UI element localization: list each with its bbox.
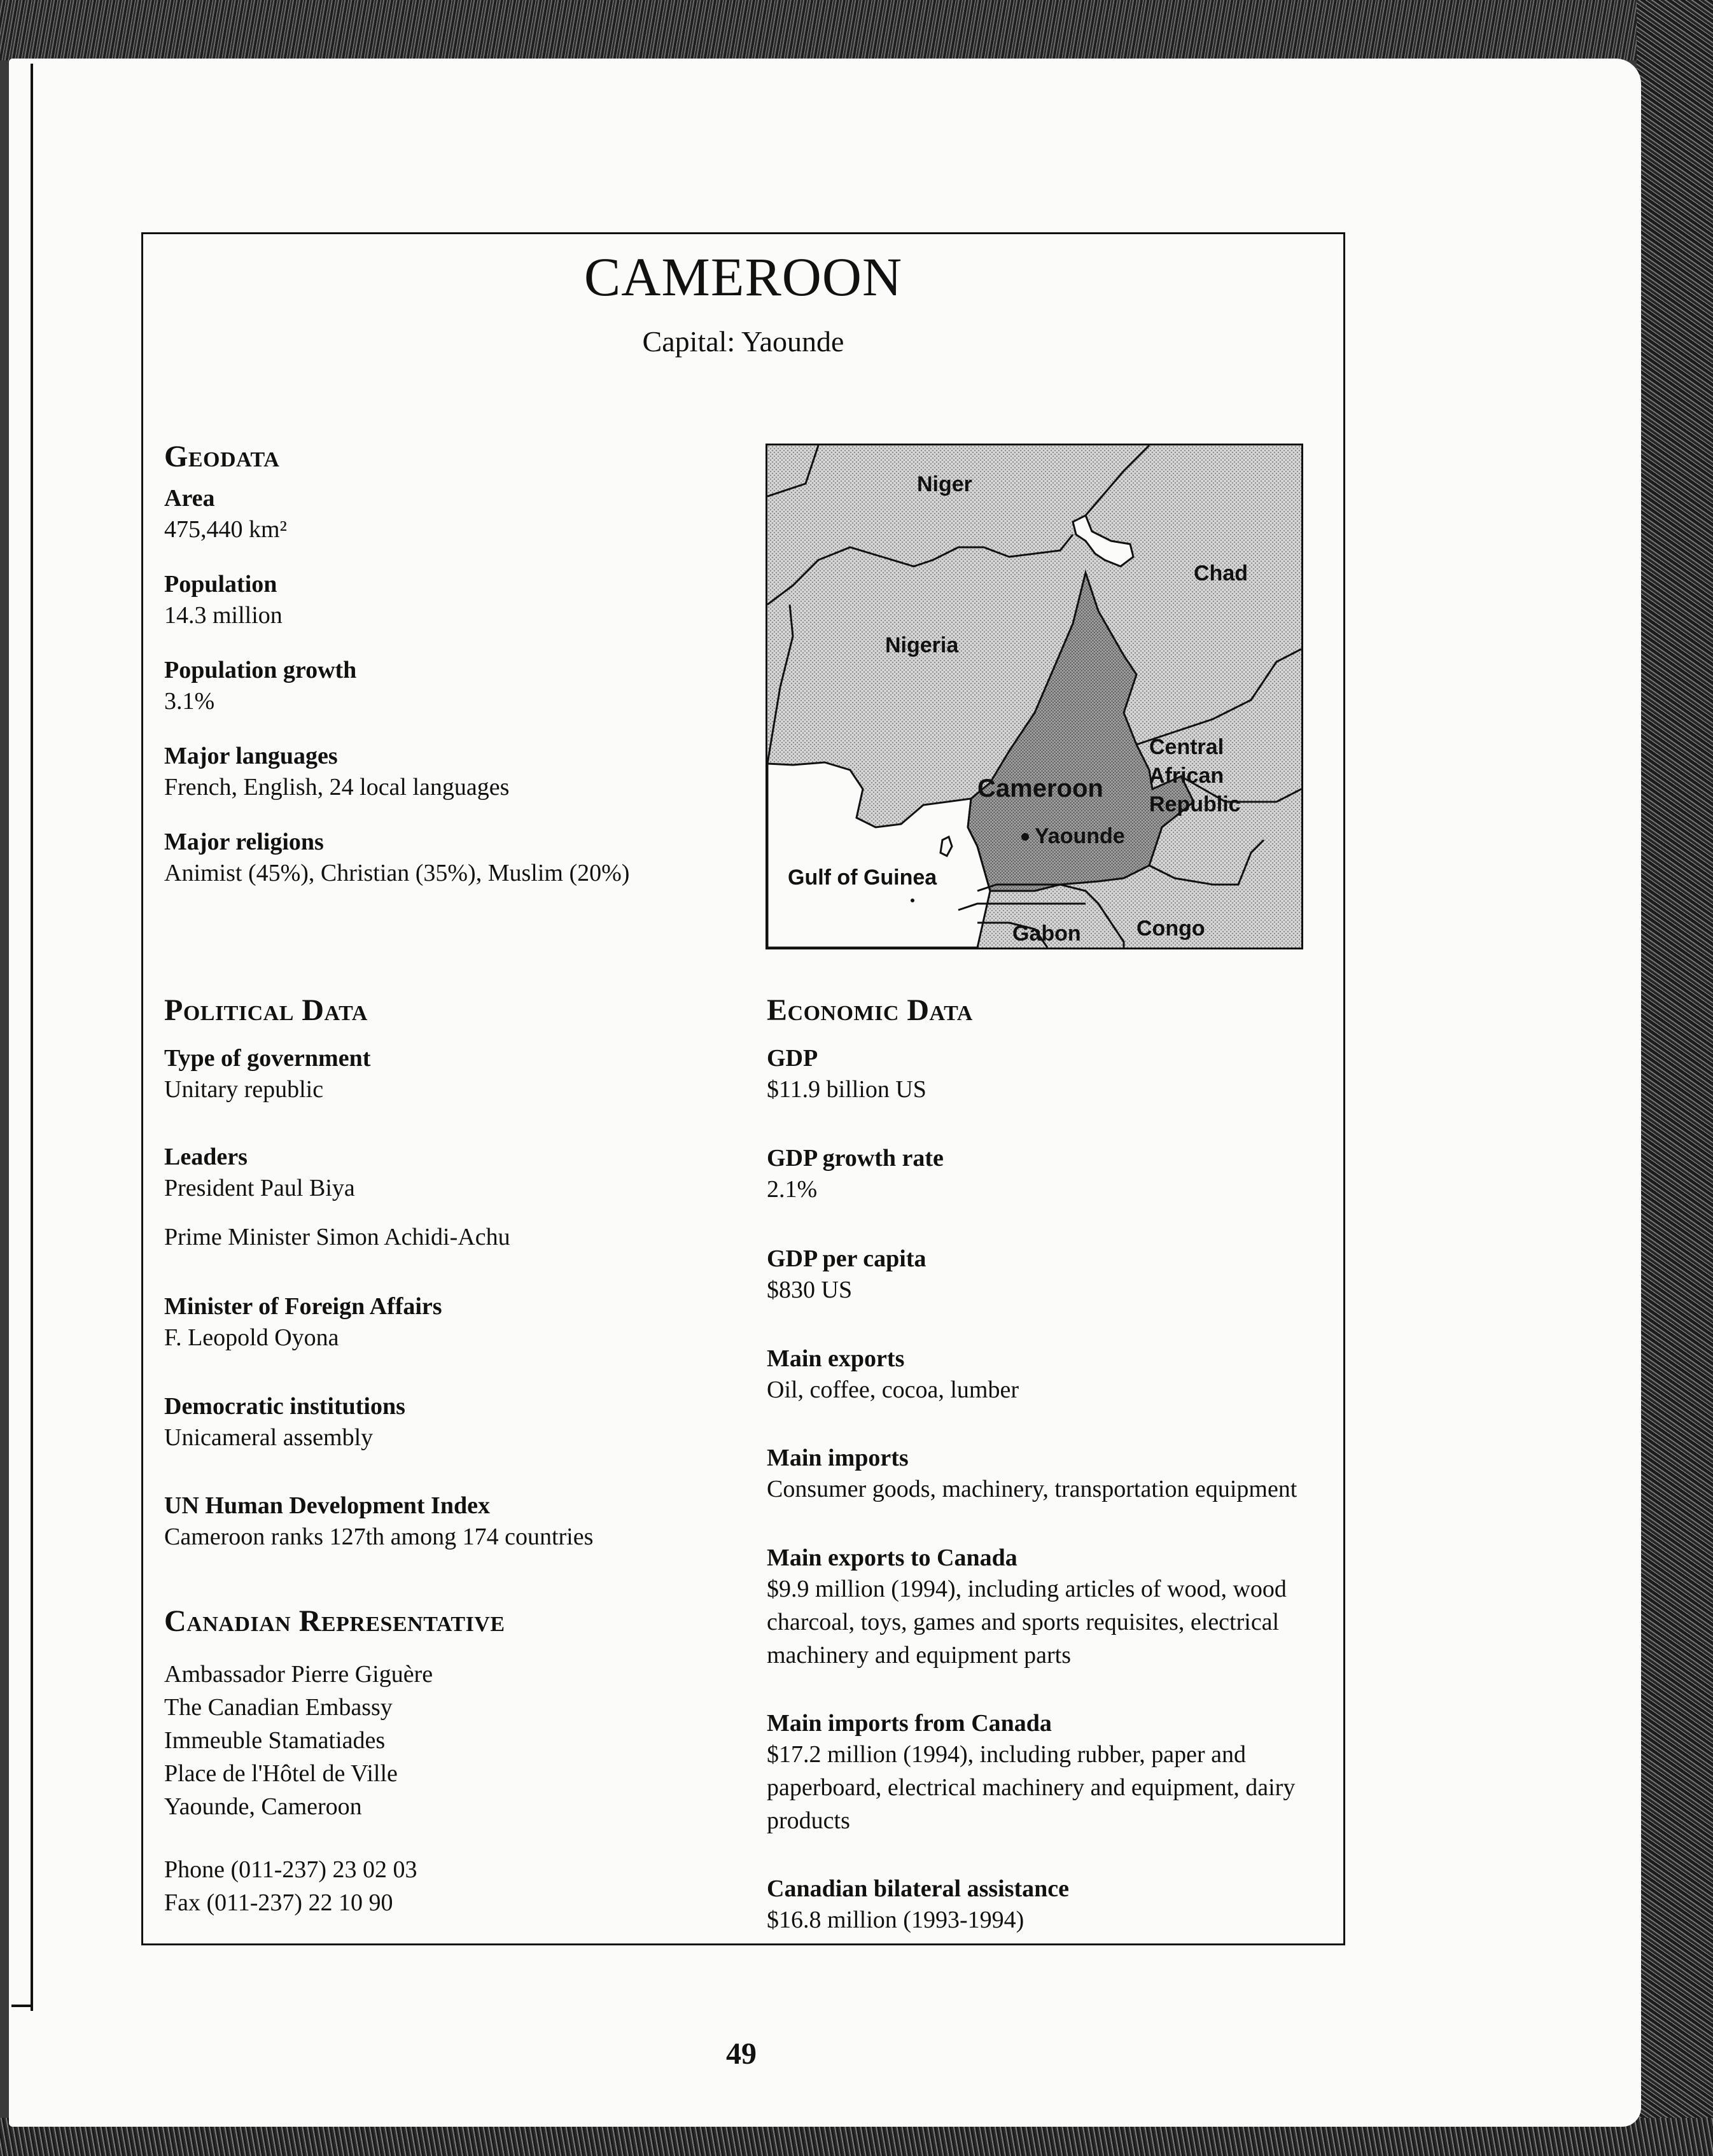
field-label: Major languages xyxy=(164,743,338,769)
fax-number: Fax (011-237) 22 10 90 xyxy=(164,1889,393,1916)
representative-contact xyxy=(164,1853,417,1919)
geodata-population xyxy=(164,570,737,632)
page-title: CAMEROON xyxy=(584,246,903,307)
field-value: 2.1% xyxy=(767,1176,818,1203)
field-value-line: charcoal, toys, games and sports requisites, electrical xyxy=(767,1609,1280,1635)
field-label: UN Human Development Index xyxy=(164,1492,490,1519)
map-label-gulf: Gulf of Guinea xyxy=(788,865,937,890)
map-label-car-1: Central xyxy=(1149,735,1224,759)
geodata-languages xyxy=(164,741,737,804)
field-value: Oil, coffee, cocoa, lumber xyxy=(767,1376,1019,1403)
field-label: Major religions xyxy=(164,829,324,855)
map-label-cameroon: Cameroon xyxy=(977,774,1103,802)
island-marker xyxy=(911,899,914,902)
field-label: Leaders xyxy=(164,1144,248,1170)
economic-main-imports xyxy=(767,1443,1327,1506)
field-value: 475,440 km² xyxy=(164,516,287,543)
geodata-population-growth xyxy=(164,655,737,718)
field-label: Type of government xyxy=(164,1045,371,1072)
field-value-line: $9.9 million (1994), including articles of wood, wood xyxy=(767,1576,1287,1602)
map-label-yaounde: Yaounde xyxy=(1035,824,1125,848)
field-value: F. Leopold Oyona xyxy=(164,1324,339,1351)
field-label: Area xyxy=(164,485,215,512)
field-value: Unicameral assembly xyxy=(164,1424,374,1451)
geodata-religions xyxy=(164,827,737,890)
political-institutions xyxy=(164,1392,737,1454)
scan-border-top xyxy=(0,0,1713,60)
field-value: $16.8 million (1993-1994) xyxy=(767,1907,1024,1933)
field-value: Animist (45%), Christian (35%), Muslim (20%) xyxy=(164,860,630,886)
map-label-niger: Niger xyxy=(917,472,972,496)
capital-subtitle: Capital: Yaounde xyxy=(642,325,844,358)
economic-imports-from-canada xyxy=(767,1709,1327,1837)
map-label-car-3: Republic xyxy=(1149,792,1241,816)
field-label: Main exports to Canada xyxy=(767,1544,1017,1571)
field-value: Unitary republic xyxy=(164,1076,324,1103)
region-map xyxy=(766,444,1303,949)
address-line: Yaounde, Cameroon xyxy=(164,1793,362,1820)
address-line: The Canadian Embassy xyxy=(164,1694,393,1721)
field-value-line: products xyxy=(767,1807,850,1834)
field-label: Population growth xyxy=(164,657,357,683)
address-line: Place de l'Hôtel de Ville xyxy=(164,1760,398,1787)
field-value: French, English, 24 local languages xyxy=(164,774,510,801)
field-label: Canadian bilateral assistance xyxy=(767,1875,1070,1902)
field-value: Cameroon ranks 127th among 174 countries xyxy=(164,1523,594,1550)
field-label: GDP xyxy=(767,1045,818,1072)
map-label-gabon: Gabon xyxy=(1012,921,1081,946)
economic-gdp-growth xyxy=(767,1144,1339,1206)
field-value: 3.1% xyxy=(164,688,215,715)
phone-number: Phone (011-237) 23 02 03 xyxy=(164,1856,417,1883)
representative-heading: Canadian Representative xyxy=(164,1604,505,1638)
field-label: GDP per capita xyxy=(767,1245,926,1272)
political-foreign-minister xyxy=(164,1292,737,1354)
yaounde-marker xyxy=(1021,833,1029,841)
geodata-heading: Geodata xyxy=(164,440,280,473)
page-number: 49 xyxy=(726,2037,757,2071)
field-label: Democratic institutions xyxy=(164,1393,405,1420)
political-heading: Political Data xyxy=(164,993,368,1027)
field-value: Consumer goods, machinery, transportation equipment xyxy=(767,1476,1297,1502)
field-value: $11.9 billion US xyxy=(767,1076,926,1103)
economic-gdp-per-capita xyxy=(767,1244,1339,1306)
political-leaders xyxy=(164,1142,737,1205)
scan-border-right xyxy=(1637,0,1713,2156)
binding-edge-foot xyxy=(11,2005,32,2007)
map-label-nigeria: Nigeria xyxy=(885,633,959,657)
field-label: GDP growth rate xyxy=(767,1145,944,1172)
geodata-area xyxy=(164,484,737,546)
address-line: Immeuble Stamatiades xyxy=(164,1727,386,1754)
field-label: Main imports from Canada xyxy=(767,1710,1052,1737)
political-leaders-second: Prime Minister Simon Achidi-Achu xyxy=(164,1224,510,1250)
economic-heading: Economic Data xyxy=(767,993,973,1027)
map-label-car-2: African xyxy=(1149,764,1224,788)
address-line: Ambassador Pierre Giguère xyxy=(164,1661,433,1688)
field-label: Main exports xyxy=(767,1345,905,1372)
representative-address xyxy=(164,1658,433,1823)
field-label: Main imports xyxy=(767,1445,909,1471)
map-label-chad: Chad xyxy=(1194,561,1248,585)
political-hdi xyxy=(164,1491,737,1553)
economic-main-exports xyxy=(767,1344,1339,1406)
field-value-line: $17.2 million (1994), including rubber, paper and xyxy=(767,1741,1247,1768)
map-label-congo: Congo xyxy=(1136,916,1205,941)
field-label: Population xyxy=(164,571,277,598)
economic-exports-to-canada xyxy=(767,1543,1327,1672)
political-government xyxy=(164,1044,737,1106)
field-value-line: paperboard, electrical machinery and equipment, dairy xyxy=(767,1774,1296,1801)
field-value: $830 US xyxy=(767,1277,853,1303)
field-label: Minister of Foreign Affairs xyxy=(164,1293,442,1320)
field-value: President Paul Biya xyxy=(164,1175,355,1201)
field-value: 14.3 million xyxy=(164,602,283,629)
economic-bilateral-assistance xyxy=(767,1874,1339,1936)
economic-gdp xyxy=(767,1044,1339,1106)
field-value-line: machinery and equipment parts xyxy=(767,1642,1072,1669)
